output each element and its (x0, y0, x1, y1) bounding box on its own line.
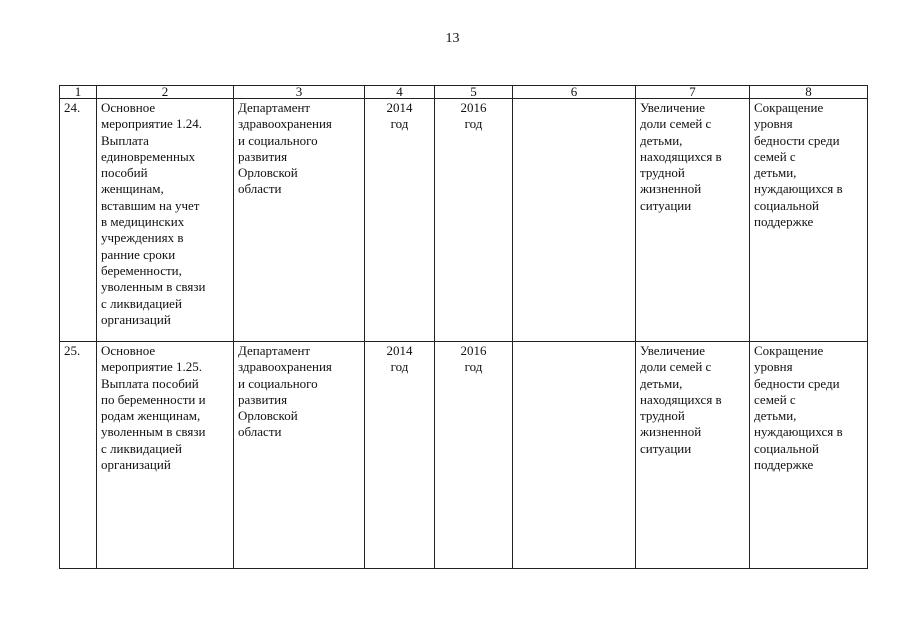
activity-cell (97, 99, 234, 342)
activity-cell (97, 342, 234, 569)
result-text: Увеличение доли семей с детьми, находящихся в трудной жизненной ситуации (640, 343, 722, 456)
start-year-text: 2014 год (386, 100, 413, 132)
indicator-text: Сокращение уровня бедности среди семей с детьми, нуждающихся в социальной поддержке (754, 343, 843, 473)
header-cell: 2 (97, 86, 234, 99)
end-year-text: 2016 год (460, 343, 487, 375)
activity-text: Основное мероприятие 1.24. Выплата единовременных пособий женщинам, вставшим на учет в медицинских учреждениях в ранние сроки беременности, уволенным в связи с ликвидацией организаций (101, 100, 206, 327)
table-row (60, 342, 868, 569)
header-cell: 3 (234, 86, 365, 99)
column6-cell (513, 342, 636, 569)
header-cell: 6 (513, 86, 636, 99)
row-number-cell (60, 99, 97, 342)
program-activities-table (59, 85, 868, 569)
indicator-cell (750, 342, 868, 569)
result-cell (636, 342, 750, 569)
page-number: 13 (445, 31, 460, 46)
result-cell (636, 99, 750, 342)
indicator-cell (750, 99, 868, 342)
end-year-cell (435, 99, 513, 342)
header-cell: 4 (365, 86, 435, 99)
end-year-cell (435, 342, 513, 569)
header-cell: 8 (750, 86, 868, 99)
row-number: 24. (64, 100, 81, 115)
indicator-text: Сокращение уровня бедности среди семей с детьми, нуждающихся в социальной поддержке (754, 100, 843, 230)
header-cell: 5 (435, 86, 513, 99)
executor-text: Департамент здравоохранения и социального развития Орловской области (238, 100, 332, 197)
result-text: Увеличение доли семей с детьми, находящихся в трудной жизненной ситуации (640, 100, 722, 213)
column6-cell (513, 99, 636, 342)
start-year-text: 2014 год (386, 343, 413, 375)
header-cell: 7 (636, 86, 750, 99)
row-number-cell (60, 342, 97, 569)
executor-cell (234, 342, 365, 569)
start-year-cell (365, 99, 435, 342)
executor-cell (234, 99, 365, 342)
activity-text: Основное мероприятие 1.25. Выплата пособий по беременности и родам женщинам, уволенным в связи с ликвидацией организаций (101, 343, 206, 473)
header-cell: 1 (60, 86, 97, 99)
end-year-text: 2016 год (460, 100, 487, 132)
table-row (60, 99, 868, 342)
executor-text: Департамент здравоохранения и социального развития Орловской области (238, 343, 332, 440)
start-year-cell (365, 342, 435, 569)
row-number: 25. (64, 343, 81, 358)
table-header-row (60, 86, 868, 99)
